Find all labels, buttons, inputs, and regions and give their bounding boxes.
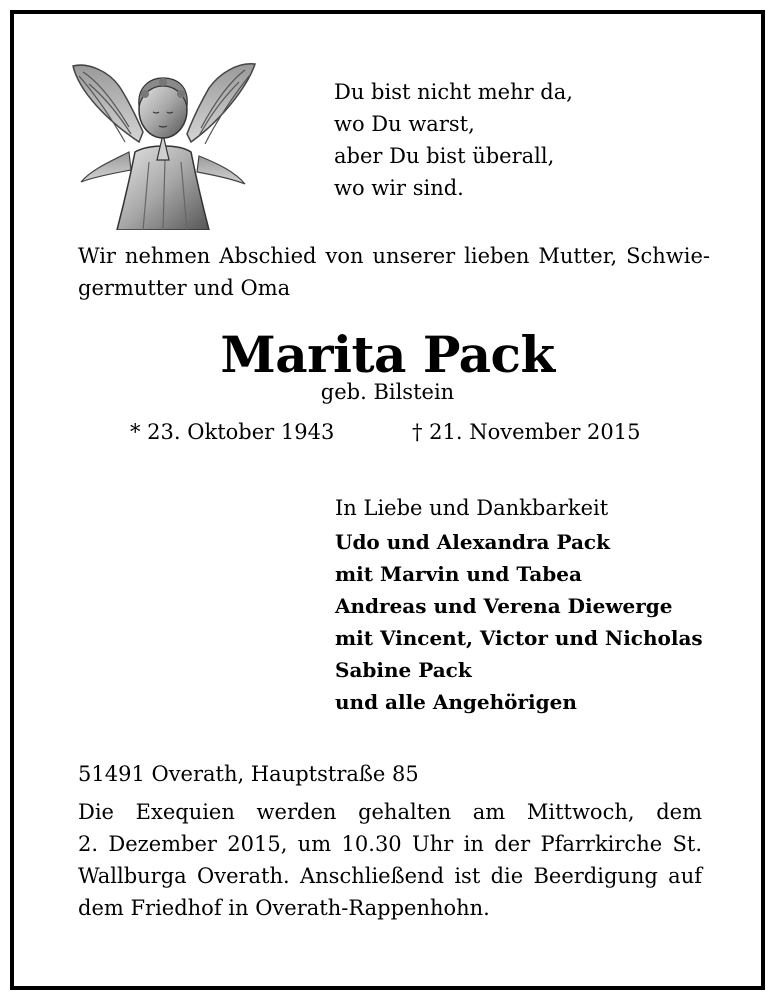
mourner-line: Udo und Alexandra Pack bbox=[335, 530, 610, 554]
mourner-line: und alle Angehörigen bbox=[335, 690, 577, 714]
deceased-name: Marita Pack bbox=[220, 325, 555, 384]
mourner-line: mit Vincent, Victor und Nicholas bbox=[335, 626, 703, 650]
poem-line: wo Du warst, bbox=[334, 112, 475, 136]
funeral-line: 2. Dezember 2015, um 10.30 Uhr in der Pfarrkirche St. bbox=[78, 832, 702, 856]
family-address: 51491 Overath, Hauptstraße 85 bbox=[78, 762, 419, 786]
poem bbox=[334, 76, 573, 204]
poem-line: wo wir sind. bbox=[334, 176, 464, 200]
funeral-notice bbox=[78, 796, 702, 924]
funeral-line: dem Friedhof in Overath-Rappenhohn. bbox=[78, 896, 490, 920]
born-name: geb. Bilstein bbox=[320, 380, 455, 404]
praying-angel-statue-icon bbox=[69, 52, 259, 230]
death-date: † 21. November 2015 bbox=[412, 420, 641, 444]
mourner-line: mit Marvin und Tabea bbox=[335, 562, 582, 586]
funeral-line: Die Exequien werden gehalten am Mittwoch, dem bbox=[78, 800, 702, 824]
intro-line: germutter und Oma bbox=[78, 276, 291, 300]
obituary-frame bbox=[10, 10, 765, 990]
intro-text bbox=[78, 240, 710, 304]
mourner-line: Andreas und Verena Diewerge bbox=[335, 594, 673, 618]
mourner-line: Sabine Pack bbox=[335, 658, 472, 682]
intro-line: Wir nehmen Abschied von unserer lieben Mutter, Schwie- bbox=[78, 244, 710, 268]
mourners-lead: In Liebe und Dankbarkeit bbox=[335, 496, 609, 520]
birth-date: * 23. Oktober 1943 bbox=[130, 420, 335, 444]
funeral-line: Wallburga Overath. Anschließend ist die Beerdigung auf bbox=[78, 864, 702, 888]
mourners-block bbox=[335, 492, 703, 718]
poem-line: Du bist nicht mehr da, bbox=[334, 80, 573, 104]
poem-line: aber Du bist überall, bbox=[334, 144, 555, 168]
